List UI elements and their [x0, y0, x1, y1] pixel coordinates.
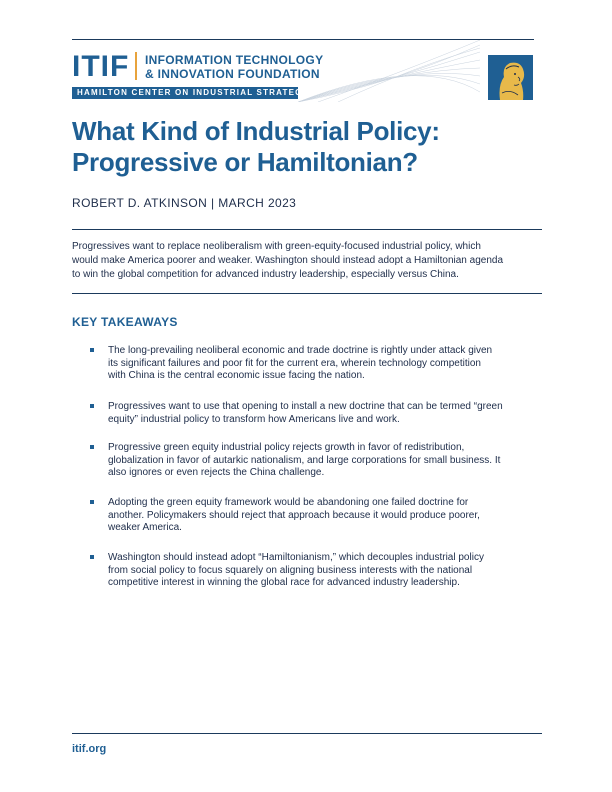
bullet-icon: [90, 500, 94, 504]
summary-paragraph: [72, 240, 542, 282]
bullet-icon: [90, 445, 94, 449]
takeaway-line: competitive interest in winning the global race for advanced industry leadership.: [108, 577, 460, 588]
logo-wordmark: ITIF: [72, 50, 130, 83]
takeaway-line: Adopting the green equity framework would be abandoning one failed doctrine for: [108, 497, 469, 508]
takeaway-line: globalization in favor of autarkic nationalism, and large corporations for small business. It: [108, 454, 501, 466]
bullet-icon: [90, 404, 94, 408]
takeaway-line: from social policy to focus squarely on aligning business interests with the national: [108, 564, 473, 576]
bullet-icon: [90, 348, 94, 352]
summary-line: would make America poorer and weaker. Washington should instead adopt a Hamiltonian agenda: [72, 255, 504, 266]
takeaway-text: [108, 345, 548, 383]
takeaway-line: weaker America.: [108, 522, 182, 533]
takeaway-line: also ignores or even rejects the China challenge.: [108, 467, 325, 478]
takeaway-text: [108, 497, 548, 535]
takeaway-line: its significant failures and poor fit for the current era, wherein technology competition: [108, 357, 481, 369]
summary-top-rule: [72, 229, 542, 230]
summary-line: to win the global competition for advanced industry leadership, especially versus China.: [72, 269, 459, 280]
takeaway-line: Progressives want to use that opening to install a new doctrine that can be termed “green: [108, 401, 503, 412]
logo-banner: [72, 87, 310, 99]
title-line: What Kind of Industrial Policy:: [72, 116, 440, 146]
takeaway-line: with China is the central economic issue facing the nation.: [108, 370, 365, 381]
logo-line-2: & INNOVATION FOUNDATION: [145, 67, 320, 81]
takeaway-line: Washington should instead adopt “Hamiltonianism,” which decouples industrial policy: [108, 552, 484, 563]
author-date-byline: ROBERT D. ATKINSON | MARCH 2023: [72, 196, 297, 210]
hamilton-portrait-icon: [488, 55, 533, 100]
takeaway-line: Progressive green equity industrial policy rejects growth in favor of redistribution,: [108, 442, 465, 453]
summary-line: Progressives want to replace neoliberalism with green-equity-focused industrial policy, which: [72, 241, 481, 252]
takeaway-line: equity” industrial policy to transform how Americans live and work.: [108, 413, 400, 425]
title-line: Progressive or Hamiltonian?: [72, 147, 418, 177]
footer-rule: [72, 733, 542, 734]
decorative-lines: [298, 40, 480, 102]
takeaway-text: [108, 442, 548, 480]
footer-website-link[interactable]: itif.org: [72, 743, 107, 755]
report-title: [72, 116, 542, 178]
logo-banner-text: HAMILTON CENTER ON INDUSTRIAL STRATEGY: [77, 88, 310, 97]
takeaway-text: [108, 401, 548, 426]
key-takeaways-heading: KEY TAKEAWAYS: [72, 315, 178, 329]
takeaway-text: [108, 552, 548, 590]
logo-line-1: INFORMATION TECHNOLOGY: [145, 53, 324, 67]
bullet-icon: [90, 555, 94, 559]
takeaway-line: another. Policymakers should reject that approach because it would produce poorer,: [108, 509, 480, 521]
summary-bottom-rule: [72, 293, 542, 294]
takeaway-line: The long-prevailing neoliberal economic and trade doctrine is rightly under attack given: [108, 345, 493, 356]
logo-divider: [135, 52, 137, 80]
